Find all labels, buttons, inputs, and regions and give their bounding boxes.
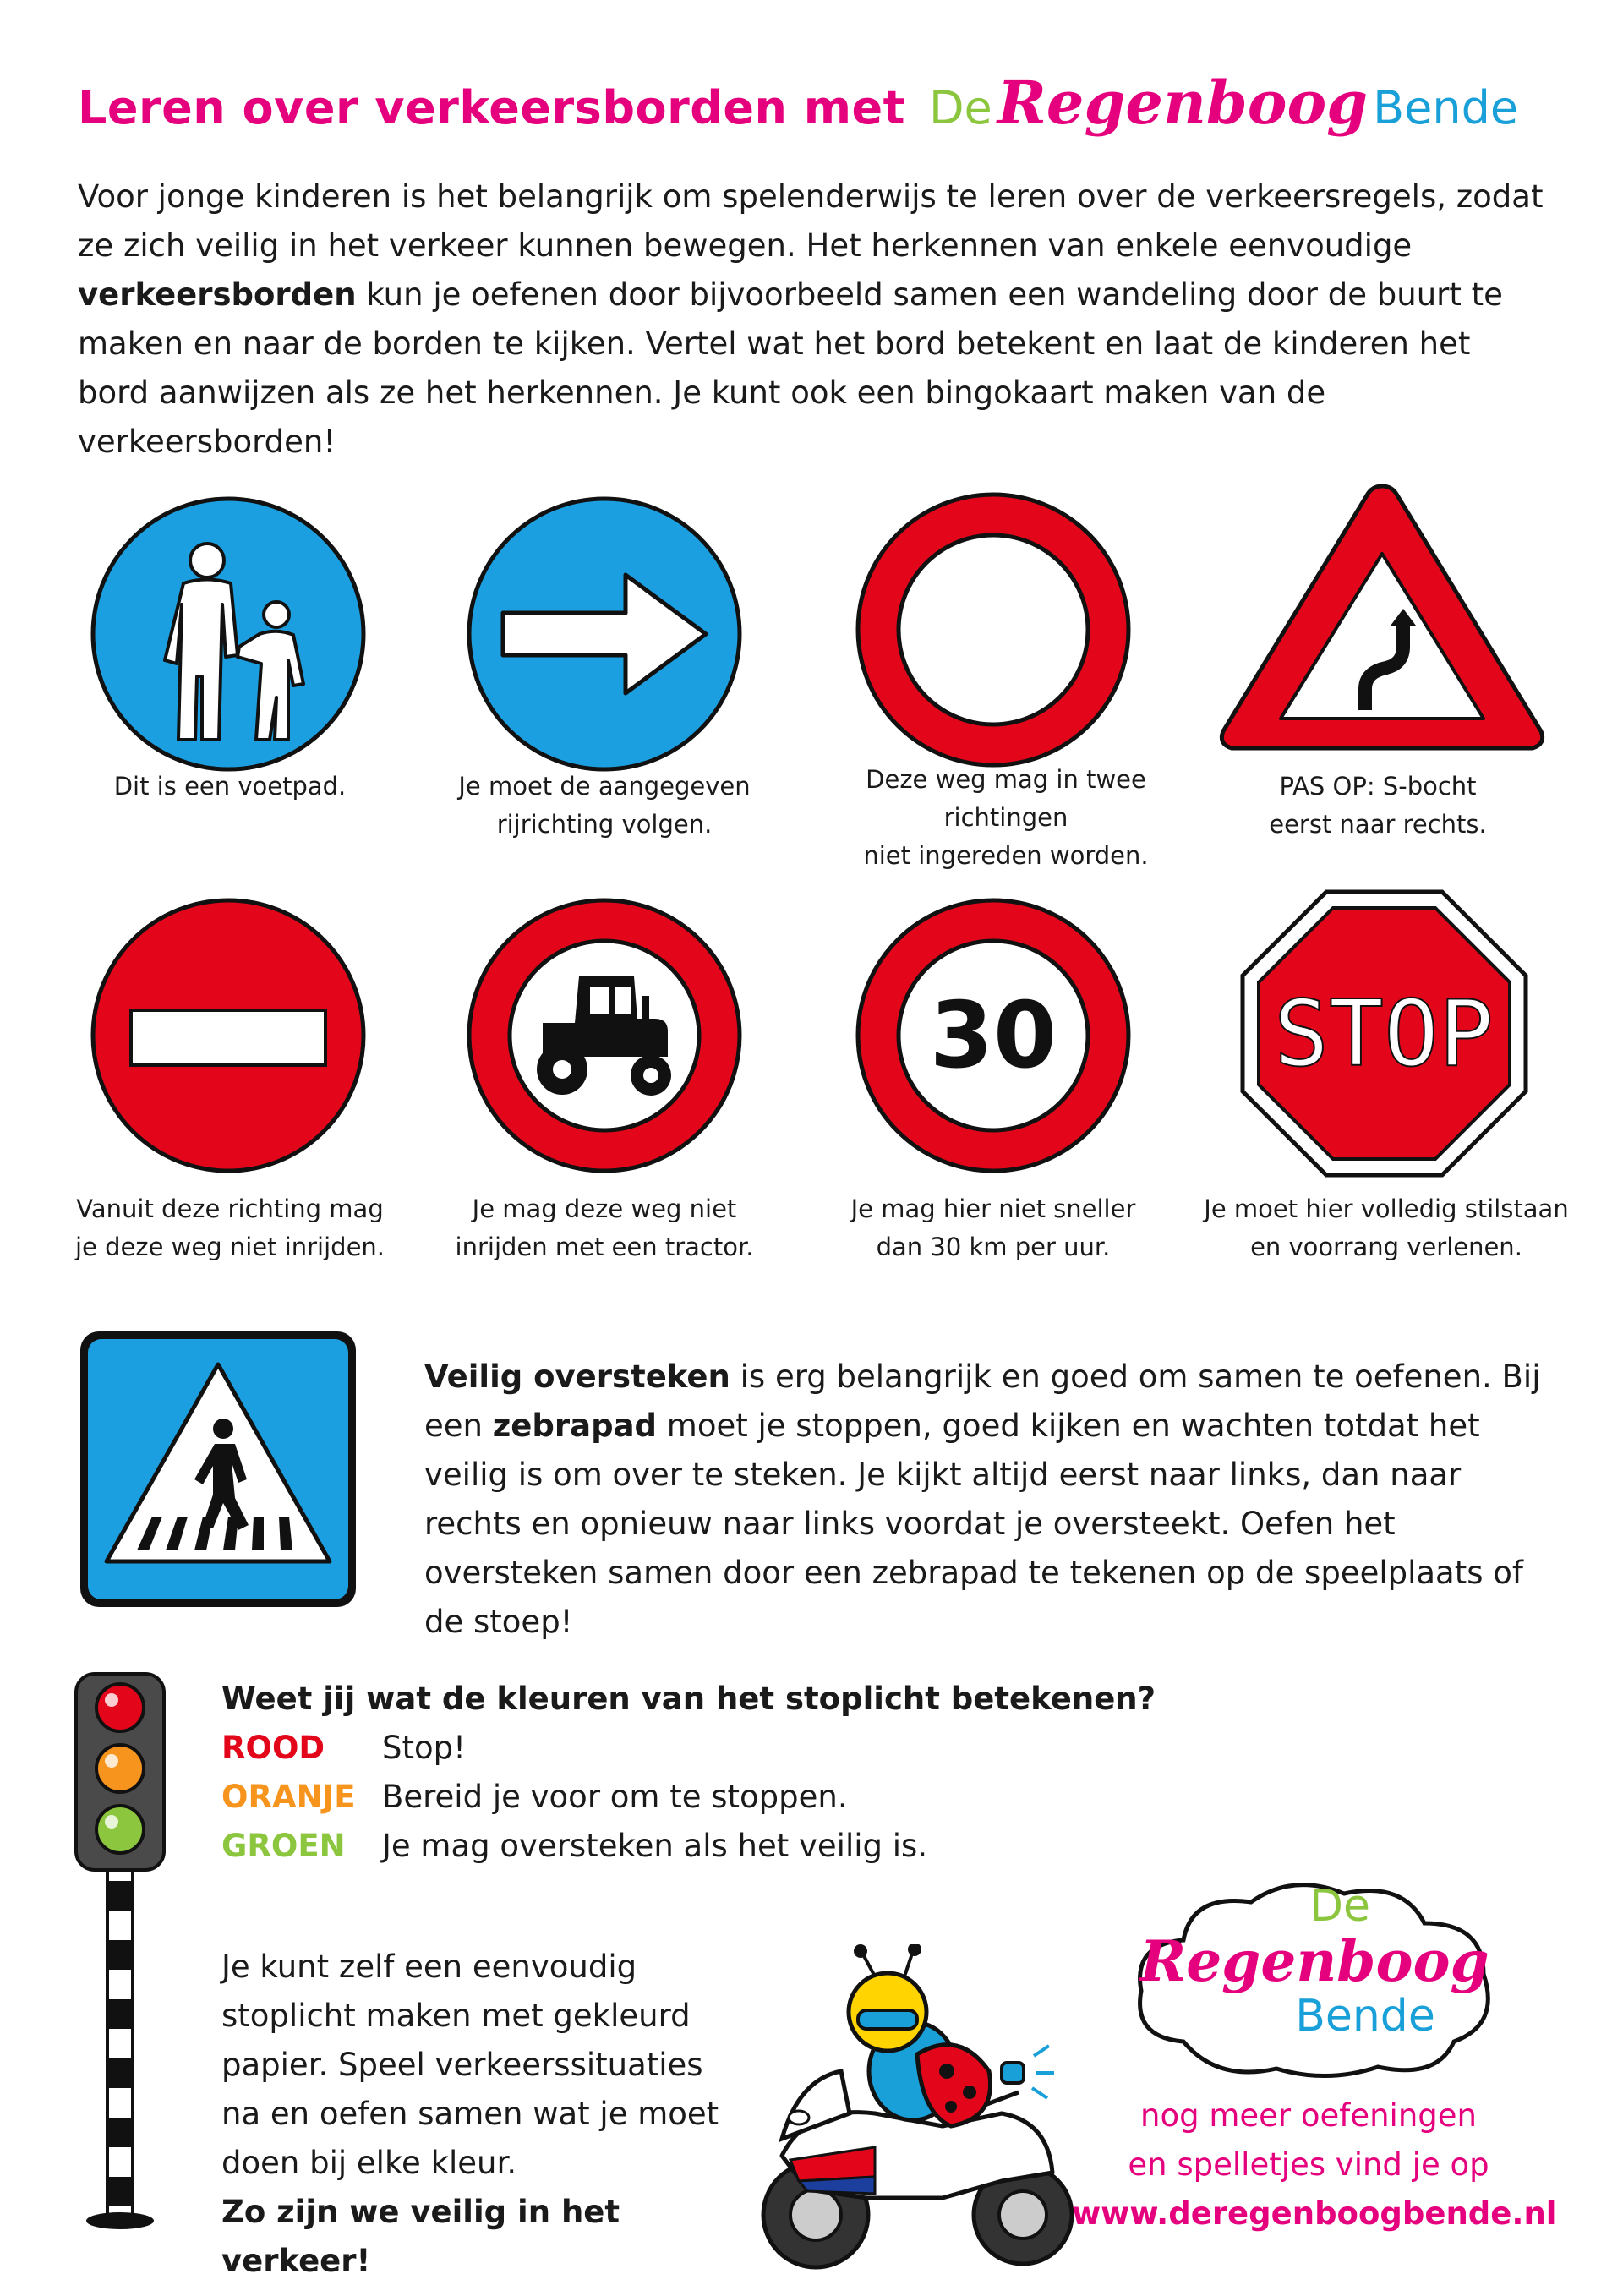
- zebra-bold-2: zebrapad: [492, 1408, 658, 1444]
- traffic-light-key: ROOD: [221, 1730, 325, 1766]
- brand-de: De: [928, 81, 992, 134]
- diy-bold: Zo zijn we veilig in het verkeer!: [221, 2194, 620, 2279]
- diy-text: Je kunt zelf een eenvoudig stoplicht maken met gekleurd papier. Speel verkeerssituaties na en oefen samen wat je moet doen bij elke kleur.: [221, 1949, 719, 2181]
- caption-line: Vanuit deze richting mag: [76, 1194, 384, 1223]
- cloud-regenboog: Regenboog: [1139, 1928, 1489, 1994]
- caption-s-curve: [1209, 768, 1547, 844]
- zebra-text-1: is erg belangrijk en goed om samen te oefenen. Bij een: [424, 1358, 1541, 1444]
- caption-line: PAS OP: S-bocht: [1279, 772, 1477, 801]
- brand-bende: Bende: [1373, 81, 1519, 134]
- stop-sign-icon: [1238, 888, 1530, 1179]
- no-tractor-sign-icon: [465, 896, 744, 1175]
- caption-line: rijrichting volgen.: [496, 810, 713, 839]
- s-curve-warning-sign-icon: [1213, 473, 1551, 761]
- footer-line-1: nog meer oefeningen: [1140, 2097, 1477, 2134]
- cloud-de: De: [1309, 1881, 1371, 1932]
- traffic-light-title: Weet jij wat de kleuren van het stoplicht betekenen?: [221, 1681, 1156, 1717]
- speed-limit-sign-icon: [854, 896, 1133, 1175]
- caption-line: en voorrang verlenen.: [1250, 1233, 1522, 1261]
- intro-text-1: Voor jonge kinderen is het belangrijk om spelenderwijs te leren over de verkeersregels, zodat ze zich veilig in het verkeer kunnen bewegen. Het herkennen van enkele eenvoudige: [78, 178, 1544, 264]
- caption-direction: [435, 768, 773, 844]
- footpath-sign-icon: [89, 495, 368, 774]
- caption-no-tractor: [435, 1190, 773, 1266]
- intro-bold: verkeersborden: [78, 276, 357, 313]
- intro-paragraph: [78, 172, 1549, 467]
- caption-line: je deze weg niet inrijden.: [74, 1233, 385, 1261]
- caption-line: Je moet hier volledig stilstaan: [1204, 1194, 1569, 1223]
- caption-line: Deze weg mag in twee richtingen: [866, 765, 1146, 832]
- footer-url-link[interactable]: www.deregenboogbende.nl: [1072, 2195, 1557, 2232]
- pedestrian-crossing-sign-icon: [78, 1329, 358, 1610]
- traffic-light-meaning: Bereid je voor om te stoppen.: [382, 1779, 848, 1815]
- zebra-paragraph: [424, 1353, 1549, 1647]
- caption-line: Je mag deze weg niet: [472, 1194, 737, 1223]
- caption-line: Dit is een voetpad.: [113, 772, 347, 801]
- cloud-bende: Bende: [1295, 1991, 1435, 2042]
- intro-text-2: kun je oefenen door bijvoorbeeld samen een wandeling door de buurt te maken en naar de borden te kijken. Vertel wat het bord betekent en laat de kinderen het bord aanwijzen als ze het herkennen. Je kunt ook een bingokaart maken van de verkeersborden!: [78, 276, 1503, 460]
- caption-footpath: [61, 768, 399, 806]
- traffic-light-row-green: [221, 1828, 927, 1864]
- traffic-light-meaning: Je mag oversteken als het veilig is.: [382, 1828, 928, 1864]
- traffic-light-key: GROEN: [221, 1828, 346, 1864]
- caption-line: niet ingereden worden.: [863, 841, 1149, 870]
- direction-arrow-sign-icon: [465, 495, 744, 774]
- page-header: [78, 68, 1518, 161]
- traffic-light-meaning: Stop!: [382, 1730, 466, 1766]
- no-entry-sign-icon: [89, 896, 368, 1175]
- diy-paragraph: [221, 1943, 729, 2286]
- brand-logo: [929, 68, 1518, 138]
- caption-line: Je moet de aangegeven: [458, 772, 751, 801]
- motorcycle-ladybug-illustration-icon: [748, 1944, 1086, 2282]
- page-title: Leren over verkeersborden met: [78, 81, 905, 134]
- caption-line: eerst naar rechts.: [1269, 810, 1487, 839]
- brand-regenboog: Regenboog: [997, 68, 1369, 138]
- caption-closed-road: [812, 761, 1200, 875]
- traffic-light-row-red: [221, 1730, 466, 1766]
- caption-line: inrijden met een tractor.: [455, 1233, 754, 1261]
- caption-stop: [1192, 1190, 1581, 1266]
- closed-road-sign-icon: [854, 490, 1133, 769]
- caption-no-entry: [61, 1190, 399, 1266]
- traffic-light-row-orange: [221, 1779, 848, 1815]
- traffic-light-icon: [69, 1670, 171, 2244]
- caption-line: Je mag hier niet sneller: [850, 1194, 1136, 1223]
- zebra-bold-1: Veilig oversteken: [424, 1358, 730, 1395]
- stop-text: STOP: [1273, 981, 1495, 1087]
- caption-speed-limit: [824, 1190, 1162, 1266]
- zebra-text-2: moet je stoppen, goed kijken en wachten totdat het veilig is om over te steken. Je kijkt altijd eerst naar links, dan naar rechts en opnieuw naar links voordat je oversteekt. Oefen het oversteken samen door een zebrapad te tekenen op de speelplaats of de stoep!: [424, 1408, 1523, 1640]
- caption-line: dan 30 km per uur.: [876, 1233, 1111, 1261]
- speed-limit-value: 30: [929, 983, 1057, 1089]
- footer-line-2: en spelletjes vind je op: [1128, 2146, 1489, 2183]
- footer-more: [1072, 2091, 1557, 2239]
- traffic-light-key: ORANJE: [221, 1779, 356, 1815]
- cloud-logo-text: [1124, 1881, 1505, 2042]
